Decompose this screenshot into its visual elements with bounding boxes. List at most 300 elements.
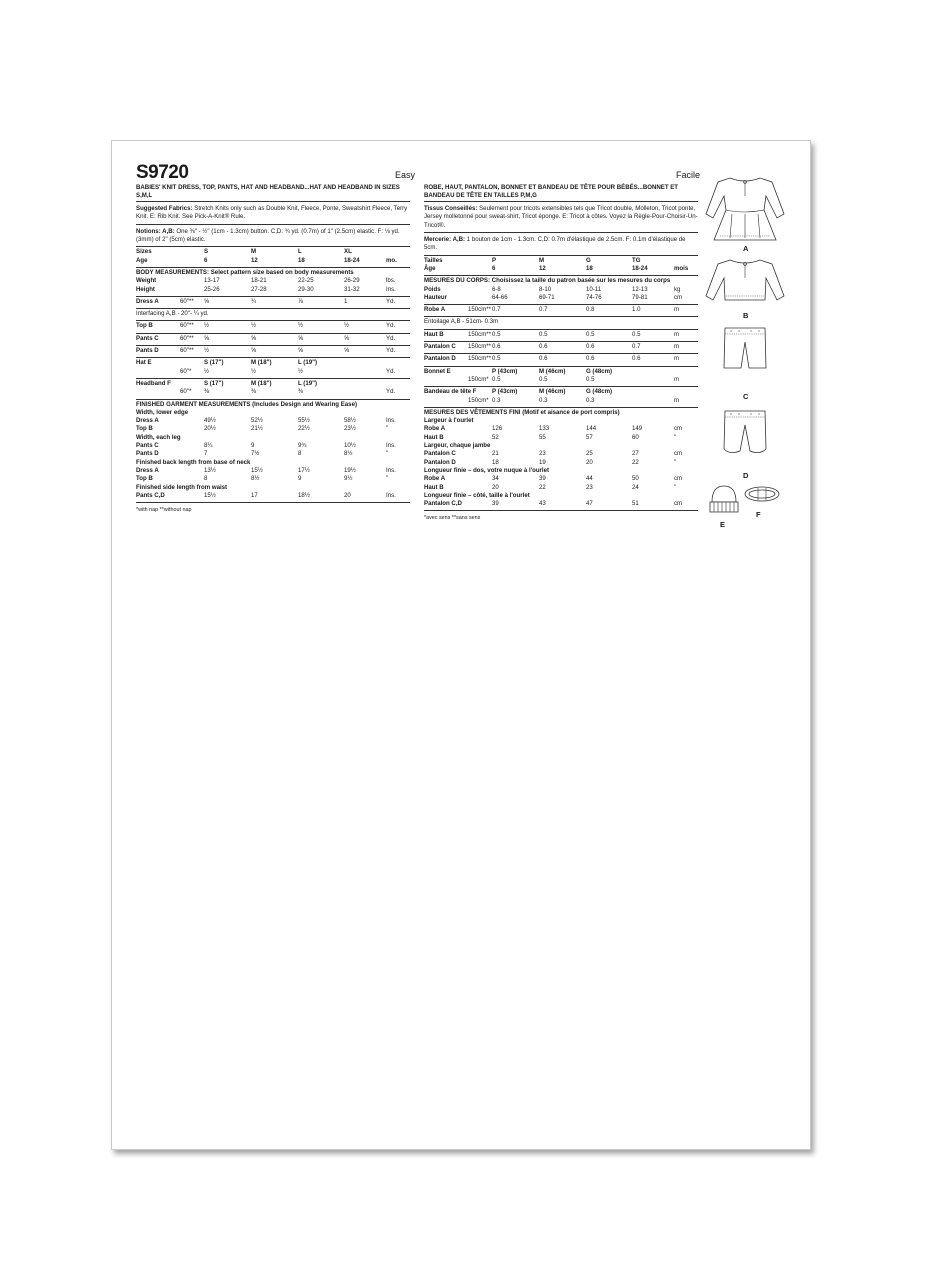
finished-pants-d-width-unit: " <box>674 458 677 466</box>
pants-d-yardage-row <box>424 355 698 363</box>
notions-label: Mercerie: A,B: <box>424 236 466 244</box>
finished-pants-cd-length-value-1: 17 <box>251 491 258 499</box>
finished-pants-c-width <box>136 442 410 450</box>
divider <box>136 320 410 321</box>
finished-pants-d-width <box>424 459 698 467</box>
height-row-unit: Ins. <box>386 285 396 293</box>
finished-dress-a-width-value-2: 55½ <box>298 417 310 425</box>
pants-c-yardage-row-value-2: ⅝ <box>298 334 304 342</box>
age-unit: mois <box>674 264 689 272</box>
divider <box>424 366 698 367</box>
height-row-value-1: 27-28 <box>251 285 267 293</box>
divider <box>136 308 410 309</box>
divider <box>136 378 410 379</box>
hat-e-sizes <box>424 368 698 376</box>
height-row-value-3: 31-32 <box>344 285 360 293</box>
divider <box>136 399 410 400</box>
dress-a-yardage-row-unit: Yd. <box>386 297 396 305</box>
finished-top-b-length-unit: " <box>386 475 389 483</box>
top-b-drawing <box>706 260 784 300</box>
finished-pants-d-width <box>136 450 410 458</box>
finished-top-b-length-unit: " <box>674 483 677 491</box>
view-label-b: B <box>743 311 749 320</box>
finished-pants-d-width-label: Pants D <box>136 450 159 458</box>
pants-c-yardage-row-label: Pants C <box>136 334 159 342</box>
finished-pants-cd-length-unit: cm <box>674 500 683 508</box>
body-measurements-heading <box>136 269 410 277</box>
headband-f-value-1: ⅜ <box>251 388 257 396</box>
headband-f-size-0: S (17") <box>204 379 224 387</box>
pants-d-yardage-row-label: Pants D <box>136 347 159 355</box>
finished-top-b-length-value-2: 23 <box>586 483 593 491</box>
finished-top-b-width-value-2: 22½ <box>298 425 310 433</box>
finished-dress-a-width <box>424 425 698 433</box>
headband-f-unit: m <box>674 396 680 404</box>
pants-d-yardage-row-value-0: 0.5 <box>492 355 501 363</box>
top-b-yardage-row-value-3: ½ <box>344 322 350 330</box>
body-text: Choisissez la taille du patron basée sur les mesures du corps <box>491 277 671 285</box>
top-b-yardage-row-unit: Yd. <box>386 322 396 330</box>
headband-f-value-2: ⅜ <box>298 388 304 396</box>
finished-pants-c-width-unit: cm <box>674 450 683 458</box>
finished-top-b-length-value-2: 9 <box>298 475 302 483</box>
age-1: 12 <box>251 256 258 264</box>
headband-f-size-2: G (48cm) <box>586 388 613 396</box>
finished-top-b-length-value-3: 9½ <box>344 475 353 483</box>
headband-f-label: Bandeau de tête F <box>424 388 477 396</box>
size-1: M <box>539 256 545 264</box>
size-1: M <box>251 248 257 256</box>
pants-d-yardage-row-value-1: 0.6 <box>539 355 548 363</box>
fabrics-paragraph <box>424 205 698 230</box>
finished-pants-d-width-unit: " <box>386 450 389 458</box>
finished-dress-a-length-unit: Ins. <box>386 466 396 474</box>
finished-top-b-width-unit: " <box>674 433 677 441</box>
headband-f-width: 60"* <box>180 388 192 396</box>
finished-top-b-width-value-3: 60 <box>632 433 639 441</box>
divider <box>424 386 698 387</box>
dress-a-drawing <box>706 178 784 240</box>
finished-dress-a-width-value-2: 144 <box>586 425 597 433</box>
age-label: Age <box>136 256 148 264</box>
divider <box>136 357 410 358</box>
pants-d-yardage-row-value-2: ⅝ <box>298 347 304 355</box>
finished-dress-a-width-value-3: 58½ <box>344 417 356 425</box>
weight-row-label: Weight <box>136 277 157 285</box>
view-label-d: D <box>743 471 749 480</box>
hat-e-unit: Yd. <box>386 367 396 375</box>
top-b-yardage-row-width: 60"** <box>180 322 194 330</box>
age-0: 6 <box>204 256 208 264</box>
size-2: G <box>586 256 591 264</box>
pants-c-yardage-row <box>136 335 410 343</box>
width-lower-heading: Largeur à l'ourlet <box>424 417 474 425</box>
finished-dress-a-length-unit: cm <box>674 475 683 483</box>
finished-pants-cd-length <box>136 492 410 500</box>
pants-d-yardage-row-value-3: ⅝ <box>344 347 350 355</box>
finished-dress-a-length-value-0: 13½ <box>204 466 216 474</box>
pants-c-yardage-row-value-0: 0.6 <box>492 343 501 351</box>
hat-e-size-2: L (19") <box>298 359 318 367</box>
back-length-heading: Finished back length from base of neck <box>136 458 251 466</box>
fabrics-text: Stretch Knits only such as Double Knit, Fleece, Ponte, Sweatshirt Fleece, Terry Knit. E: Rib Knit. See Pick-A-Knit® Rule. <box>136 205 408 221</box>
level-fr: Facile <box>676 170 701 180</box>
dress-a-yardage-row-label: Robe A <box>424 306 446 314</box>
finished-pants-c-width-value-3: 10½ <box>344 442 356 450</box>
divider <box>424 510 698 511</box>
pants-c-yardage-row-unit: Yd. <box>386 334 396 342</box>
dress-a-yardage-row-value-1: 0.7 <box>539 306 548 314</box>
sizes-row <box>424 257 698 265</box>
finished-dress-a-width-value-1: 133 <box>539 425 550 433</box>
side-length-heading: Longueur finie – côté, taille à l'ourlet <box>424 491 530 499</box>
finished-dress-a-length-value-3: 50 <box>632 475 639 483</box>
dress-a-yardage-row-value-1: ¾ <box>251 297 257 305</box>
age-2: 18 <box>586 264 593 272</box>
view-label-c: C <box>743 392 749 401</box>
finished-pants-c-width-unit: Ins. <box>386 442 396 450</box>
size-3: TG <box>632 256 641 264</box>
size-0: P <box>492 256 497 264</box>
fabrics-label: Suggested Fabrics: <box>136 205 193 213</box>
hat-e-value-2: 0.5 <box>586 375 595 383</box>
sizes-row <box>136 248 410 256</box>
finished-pants-cd-length-value-0: 39 <box>492 500 499 508</box>
notions-paragraph <box>424 236 698 253</box>
top-b-yardage-row-value-3: 0.5 <box>632 330 641 338</box>
height-row-value-0: 25-26 <box>204 285 220 293</box>
pants-c-yardage-row-value-2: 0.6 <box>586 343 595 351</box>
finished-pants-d-width-value-2: 8 <box>298 450 302 458</box>
finished-pants-c-width-value-1: 9 <box>251 442 255 450</box>
finished-dress-a-width <box>136 417 410 425</box>
headband-f-size-1: M (18") <box>251 379 272 387</box>
finished-top-b-width-unit: " <box>386 425 389 433</box>
dress-a-yardage-row-value-2: 0.8 <box>586 306 595 314</box>
height-row <box>424 294 698 302</box>
hat-e-unit: m <box>674 375 680 383</box>
top-b-yardage-row-value-1: ½ <box>251 322 257 330</box>
finished-dress-a-length-value-1: 39 <box>539 475 546 483</box>
finished-pants-cd-length-label: Pants C,D <box>136 491 165 499</box>
finished-top-b-length-value-0: 20 <box>492 483 499 491</box>
side-length-heading: Finished side length from waist <box>136 483 228 491</box>
finished-pants-d-width-value-0: 18 <box>492 458 499 466</box>
headband-f-values <box>424 397 698 405</box>
divider <box>424 341 698 342</box>
view-label-e: E <box>720 520 726 529</box>
divider <box>136 246 410 247</box>
dress-a-yardage-row-unit: m <box>674 306 680 314</box>
finished-pants-cd-length-value-2: 47 <box>586 500 593 508</box>
finished-top-b-width <box>424 434 698 442</box>
hat-e-values <box>424 376 698 384</box>
finished-pants-cd-length-value-1: 43 <box>539 500 546 508</box>
finished-dress-a-width-unit: Ins. <box>386 417 396 425</box>
hat-e-size-0: S (17") <box>204 359 224 367</box>
height-row-value-0: 64-66 <box>492 293 508 301</box>
sizes-label: Sizes <box>136 248 152 256</box>
age-label: Âge <box>424 264 436 272</box>
pants-c-yardage-row <box>424 343 698 351</box>
height-row-unit: cm <box>674 293 683 301</box>
finished-pants-c-width-label: Pantalon C <box>424 450 456 458</box>
finished-pants-c-width-value-3: 27 <box>632 450 639 458</box>
pants-c-yardage-row-value-1: ⅝ <box>251 334 257 342</box>
weight-row-value-0: 6-8 <box>492 285 501 293</box>
finished-dress-a-length <box>136 467 410 475</box>
pattern-title: ROBE, HAUT, PANTALON, BONNET ET BANDEAU DE TÊTE POUR BÉBÉS...BONNET ET BANDEAU DE TÊTE EN TAILLES P,M,G <box>424 184 679 199</box>
pants-c-yardage-row-unit: m <box>674 343 680 351</box>
body-text: Select pattern size based on body measurements <box>210 268 354 276</box>
pants-c-yardage-row-width: 150cm** <box>468 343 492 351</box>
divider <box>136 333 410 334</box>
height-row-value-3: 79-81 <box>632 293 648 301</box>
dress-a-yardage-row-label: Dress A <box>136 297 159 305</box>
body-label: BODY MEASUREMENTS: <box>136 268 210 276</box>
notions-text: One ⅜" - ½" (1cm - 1.3cm) button. C,D: ¾ yd. (0.7m) of 1" (2.5cm) elastic. F: ⅛ yd. (3mm) of 2" (5cm) elastic. <box>136 227 400 244</box>
hat-e-value-0: 0.5 <box>492 375 501 383</box>
divider <box>424 232 698 233</box>
headband-f-value-0: 0.3 <box>492 396 501 404</box>
hat-e-size-1: M (46cm) <box>539 367 566 375</box>
finished-dress-a-width-value-1: 52½ <box>251 417 263 425</box>
finished-top-b-length-value-0: 8 <box>204 475 208 483</box>
headband-f-values <box>136 388 410 396</box>
headband-f-sizes <box>136 380 410 388</box>
view-illustrations <box>700 170 795 530</box>
width-lower-heading: Width, lower edge <box>136 408 189 416</box>
finished-pants-c-width-value-0: 8¼ <box>204 442 213 450</box>
pants-d-yardage-row-label: Pantalon D <box>424 355 456 363</box>
notions-paragraph <box>136 228 410 245</box>
weight-row-unit: lbs. <box>386 277 396 285</box>
finished-top-b-length-value-1: 22 <box>539 483 546 491</box>
size-0: S <box>204 248 209 256</box>
view-label-f: F <box>756 510 761 519</box>
fabrics-text: Seulement pour tricots extensibles tels que Tricot double, Molleton, Tricot ponte, Jersey molletonné pour sweat-shirt, Tricot éponge. E: Tricot à côtes. Voyez la Règle-Pour-Choisir-Un-Tricot®. <box>424 205 698 229</box>
hat-e-label: Hat E <box>136 359 152 367</box>
height-row-value-2: 74-76 <box>586 293 602 301</box>
hat-e-label: Bonnet E <box>424 367 451 375</box>
pants-d-yardage-row-value-0: ½ <box>204 347 210 355</box>
height-row-label: Height <box>136 285 155 293</box>
finished-pants-cd-length-value-0: 15½ <box>204 491 216 499</box>
age-1: 12 <box>539 264 546 272</box>
weight-row-unit: kg <box>674 285 681 293</box>
pants-c-drawing <box>724 328 766 368</box>
hat-e-size-0: P (43cm) <box>492 367 518 375</box>
pattern-code: S9720 <box>136 162 189 183</box>
pants-c-yardage-row-value-3: ⅝ <box>344 334 350 342</box>
dress-a-yardage-row-value-3: 1.0 <box>632 306 641 314</box>
hat-e-value-1: 0.5 <box>539 375 548 383</box>
headband-f-size-2: L (19") <box>298 379 318 387</box>
finished-pants-d-width-value-3: 8½ <box>344 450 353 458</box>
finished-top-b-length <box>424 484 698 492</box>
pants-d-yardage-row-width: 150cm** <box>468 355 492 363</box>
notions-label: Notions: A,B: <box>136 227 175 235</box>
height-row-label: Hauteur <box>424 293 448 301</box>
headband-f-sizes <box>424 388 698 396</box>
interfacing-line: Interfacing A,B - 20"- ¼ yd. <box>136 310 209 318</box>
headband-f-size-1: M (46cm) <box>539 388 566 396</box>
pants-c-yardage-row-label: Pantalon C <box>424 343 456 351</box>
top-b-yardage-row-label: Haut B <box>424 330 444 338</box>
age-3: 18-24 <box>632 264 648 272</box>
age-3: 18-24 <box>344 256 360 264</box>
top-b-yardage-row-value-0: 0.5 <box>492 330 501 338</box>
divider <box>136 201 410 202</box>
finished-dress-a-length-value-3: 19½ <box>344 466 356 474</box>
dress-a-yardage-row-value-0: ⅝ <box>204 297 210 305</box>
footnote: *avec sens **sans sens <box>424 515 481 522</box>
divider <box>424 304 698 305</box>
finished-pants-c-width-value-2: 9¾ <box>298 442 307 450</box>
size-3: XL <box>344 248 352 256</box>
view-label-a: A <box>743 244 749 253</box>
finished-pants-d-width-value-2: 20 <box>586 458 593 466</box>
weight-row-value-2: 22-25 <box>298 277 314 285</box>
divider <box>136 267 410 268</box>
level-en: Easy <box>395 170 416 180</box>
finished-dress-a-width-value-0: 126 <box>492 425 503 433</box>
finished-pants-cd-length-value-3: 51 <box>632 500 639 508</box>
finished-dress-a-length-label: Dress A <box>136 466 159 474</box>
french-column <box>424 184 698 523</box>
hat-e-sizes <box>136 359 410 367</box>
hat-e-value-1: ½ <box>251 367 257 375</box>
hat-e-width: 60"* <box>180 367 192 375</box>
footnote: *with nap **without nap <box>136 507 192 514</box>
headband-f-value-2: 0.3 <box>586 396 595 404</box>
dress-a-yardage-row-width: 60"** <box>180 297 194 305</box>
age-row <box>424 265 698 273</box>
finished-dress-a-length <box>424 475 698 483</box>
top-b-yardage-row-value-1: 0.5 <box>539 330 548 338</box>
finished-pants-cd-length-value-3: 20 <box>344 491 351 499</box>
finished-top-b-width <box>136 425 410 433</box>
finished-dress-a-length-value-2: 17½ <box>298 466 310 474</box>
finished-dress-a-length-label: Robe A <box>424 475 446 483</box>
divider <box>136 345 410 346</box>
top-b-yardage-row-width: 150cm** <box>468 330 492 338</box>
finished-dress-a-length-value-2: 44 <box>586 475 593 483</box>
weight-row-value-1: 18-21 <box>251 277 267 285</box>
divider <box>424 316 698 317</box>
finished-pants-c-width-value-2: 25 <box>586 450 593 458</box>
finished-dress-a-width-value-0: 49½ <box>204 417 216 425</box>
weight-row-value-2: 10-11 <box>586 285 602 293</box>
headband-f-width: 150cm* <box>468 396 489 404</box>
finished-pants-d-width-label: Pantalon D <box>424 458 456 466</box>
divider <box>136 296 410 297</box>
pants-d-drawing <box>724 411 766 453</box>
pants-d-yardage-row <box>136 347 410 355</box>
height-row <box>136 286 410 294</box>
pants-d-yardage-row-unit: m <box>674 355 680 363</box>
top-b-yardage-row-value-2: 0.5 <box>586 330 595 338</box>
english-column <box>136 184 410 514</box>
finished-top-b-width-label: Top B <box>136 425 153 433</box>
finished-top-b-width-value-1: 21½ <box>251 425 263 433</box>
age-row <box>136 257 410 265</box>
width-leg-heading: Largeur, chaque jambe <box>424 442 491 450</box>
finished-measurements-heading: FINISHED GARMENT MEASUREMENTS (Includes Design and Wearing Ease) <box>136 400 357 408</box>
finished-dress-a-width-value-3: 149 <box>632 425 643 433</box>
finished-pants-c-width-value-0: 21 <box>492 450 499 458</box>
age-0: 6 <box>492 264 496 272</box>
divider <box>424 407 698 408</box>
finished-top-b-length-value-1: 8½ <box>251 475 260 483</box>
finished-top-b-width-value-0: 52 <box>492 433 499 441</box>
interfacing-line: Entoilage A,B - 51cm- 0.3m <box>424 318 499 326</box>
finished-pants-d-width-value-1: 7½ <box>251 450 260 458</box>
dress-a-yardage-row-value-3: 1 <box>344 297 348 305</box>
finished-dress-a-length-value-0: 34 <box>492 475 499 483</box>
divider <box>424 329 698 330</box>
body-label: MESURES DU CORPS: <box>424 277 491 285</box>
headband-f-drawing <box>745 487 779 501</box>
height-row-value-1: 69-71 <box>539 293 555 301</box>
hat-e-values <box>136 368 410 376</box>
finished-pants-c-width-value-1: 23 <box>539 450 546 458</box>
finished-pants-cd-length-label: Pantalon C,D <box>424 500 462 508</box>
finished-top-b-width-value-1: 55 <box>539 433 546 441</box>
weight-row-value-1: 8-10 <box>539 285 552 293</box>
finished-dress-a-width-label: Robe A <box>424 425 446 433</box>
hat-e-size-1: M (18") <box>251 359 272 367</box>
height-row-value-2: 29-30 <box>298 285 314 293</box>
weight-row <box>136 277 410 285</box>
divider <box>424 275 698 276</box>
finished-pants-d-width-value-0: 7 <box>204 450 208 458</box>
finished-pants-c-width-label: Pants C <box>136 442 159 450</box>
dress-a-yardage-row-value-2: ⅞ <box>298 297 304 305</box>
finished-dress-a-width-label: Dress A <box>136 417 159 425</box>
headband-f-label: Headband F <box>136 379 171 387</box>
hat-e-size-2: G (48cm) <box>586 367 613 375</box>
top-b-yardage-row <box>136 322 410 330</box>
finished-top-b-length <box>136 475 410 483</box>
fabrics-label: Tissus Conseillés: <box>424 205 478 213</box>
divider <box>424 255 698 256</box>
finished-dress-a-width-unit: cm <box>674 425 683 433</box>
pants-c-yardage-row-value-3: 0.7 <box>632 343 641 351</box>
dress-a-yardage-row-width: 150cm** <box>468 306 492 314</box>
hat-e-value-0: ½ <box>204 367 210 375</box>
sizes-label: Tailles <box>424 256 443 264</box>
weight-row-value-3: 26-29 <box>344 277 360 285</box>
hat-e-drawing <box>710 486 738 512</box>
divider <box>136 502 410 503</box>
weight-row <box>424 286 698 294</box>
pants-d-yardage-row-width: 60"** <box>180 347 194 355</box>
weight-row-value-3: 12-13 <box>632 285 648 293</box>
finished-top-b-length-value-3: 24 <box>632 483 639 491</box>
fabrics-paragraph <box>136 205 410 222</box>
finished-dress-a-length-value-1: 15½ <box>251 466 263 474</box>
pattern-title: BABIES' KNIT DRESS, TOP, PANTS, HAT AND HEADBAND...HAT AND HEADBAND IN SIZES S,M,L <box>136 184 400 199</box>
age-2: 18 <box>298 256 305 264</box>
pants-d-yardage-row-value-1: ⅝ <box>251 347 257 355</box>
pants-c-yardage-row-value-1: 0.6 <box>539 343 548 351</box>
pants-d-yardage-row-unit: Yd. <box>386 347 396 355</box>
top-b-yardage-row-label: Top B <box>136 322 153 330</box>
finished-top-b-width-value-0: 20½ <box>204 425 216 433</box>
finished-pants-c-width <box>424 450 698 458</box>
width-leg-heading: Width, each leg <box>136 433 181 441</box>
